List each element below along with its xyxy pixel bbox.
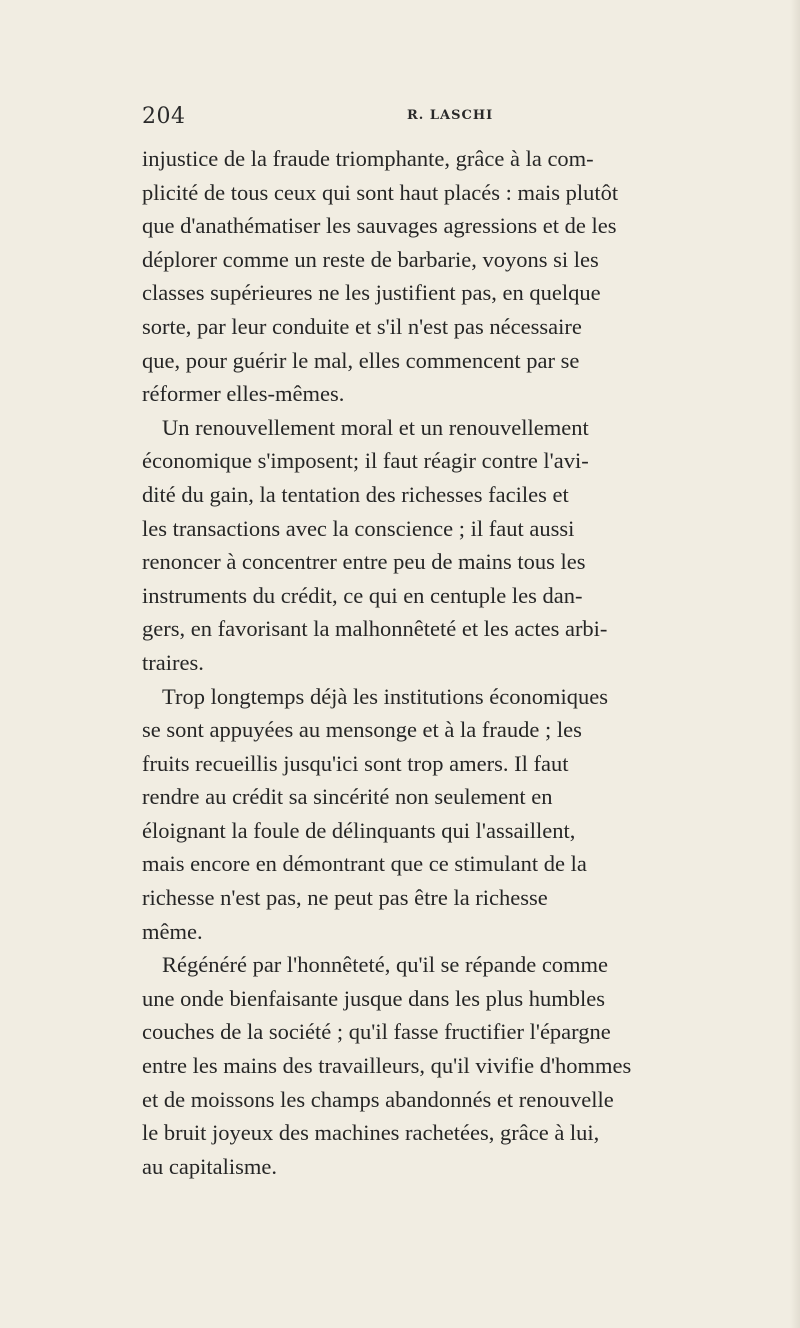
text-line: Un renouvellement moral et un renouvellement <box>162 414 589 440</box>
text-line: au capitalisme. <box>142 1153 277 1179</box>
text-line: plicité de tous ceux qui sont haut placés : mais plutôt <box>142 179 619 205</box>
text-line: déplorer comme un reste de barbarie, voyons si les <box>142 246 599 272</box>
body-text <box>142 142 722 1183</box>
text-line: fruits recueillis jusqu'ici sont trop amers. Il faut <box>142 750 569 776</box>
text-line: gers, en favorisant la malhonnêteté et les actes arbi- <box>142 616 608 642</box>
text-line: les transactions avec la conscience ; il faut aussi <box>142 515 575 541</box>
text-line: et de moissons les champs abandonnés et renouvelle <box>142 1086 614 1112</box>
text-line: le bruit joyeux des machines rachetées, grâce à lui, <box>142 1120 600 1146</box>
text-line: sorte, par leur conduite et s'il n'est pas nécessaire <box>142 313 582 339</box>
text-line: classes supérieures ne les justifient pas, en quelque <box>142 280 601 306</box>
text-line: rendre au crédit sa sincérité non seulement en <box>142 784 553 810</box>
running-head: R. LASCHI <box>407 108 494 123</box>
text-line: économique s'imposent; il faut réagir contre l'avi- <box>142 448 589 474</box>
text-line: couches de la société ; qu'il fasse fructifier l'épargne <box>142 1019 611 1045</box>
text-line: Régénéré par l'honnêteté, qu'il se répande comme <box>162 952 609 978</box>
text-line: injustice de la fraude triomphante, grâce à la com- <box>142 146 594 171</box>
text-line: richesse n'est pas, ne peut pas être la richesse <box>142 885 548 911</box>
text-line: entre les mains des travailleurs, qu'il vivifie d'hommes <box>142 1053 632 1079</box>
text-line: instruments du crédit, ce qui en centuple les dan- <box>142 582 583 608</box>
text-line: même. <box>142 918 203 944</box>
text-line: traires. <box>142 649 204 675</box>
text-line: éloignant la foule de délinquants qui l'assaillent, <box>142 817 576 843</box>
text-line: une onde bienfaisante jusque dans les plus humbles <box>142 985 606 1011</box>
text-line: que, pour guérir le mal, elles commencent par se <box>142 347 580 373</box>
page-number: 204 <box>142 104 186 129</box>
page-header <box>142 104 702 134</box>
text-line: dité du gain, la tentation des richesses faciles et <box>142 481 569 507</box>
text-line: Trop longtemps déjà les institutions économiques <box>162 683 609 709</box>
text-line: que d'anathématiser les sauvages agressions et de les <box>142 213 617 239</box>
text-line: réformer elles-mêmes. <box>142 381 345 407</box>
text-line: renoncer à concentrer entre peu de mains tous les <box>142 549 586 575</box>
text-line: se sont appuyées au mensonge et à la fraude ; les <box>142 717 582 743</box>
text-line: mais encore en démontrant que ce stimulant de la <box>142 851 587 877</box>
